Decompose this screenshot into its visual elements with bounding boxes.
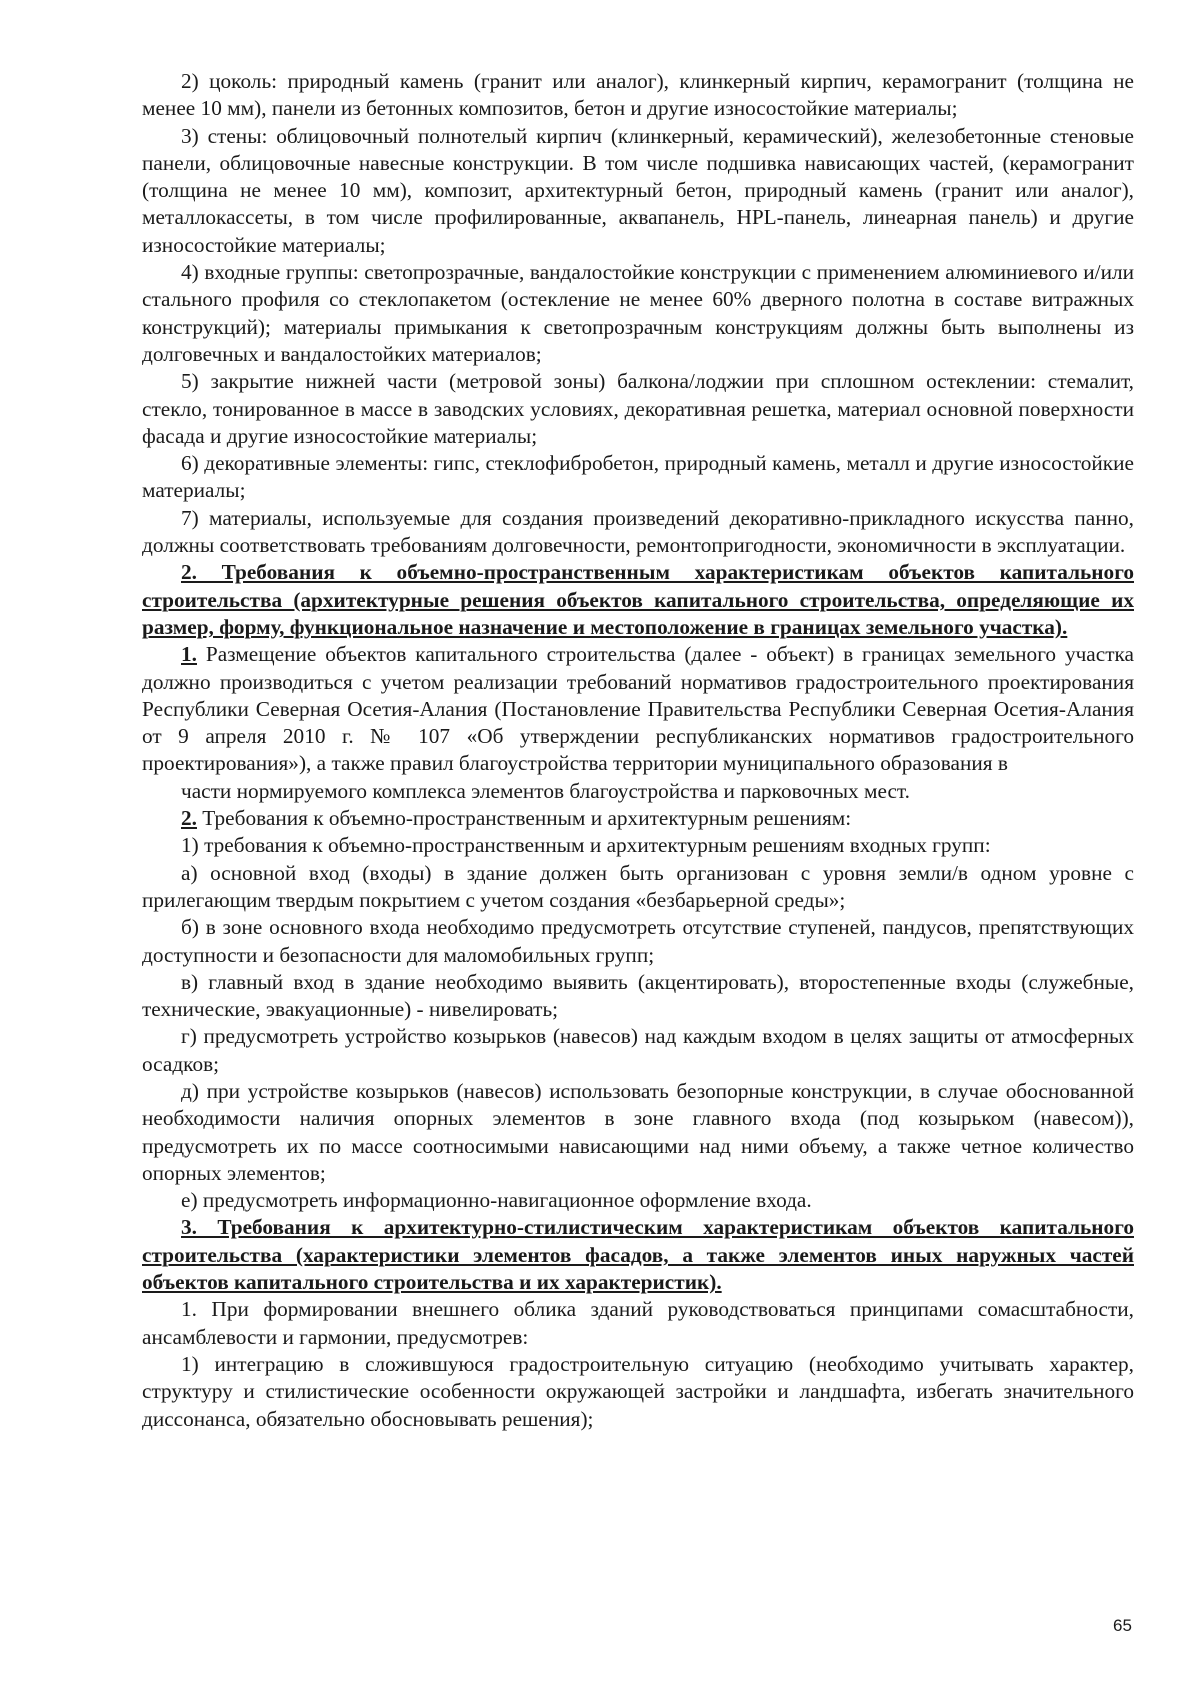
paragraph-text: Размещение объектов капитального строительства (далее - объект) в границах земельного участка должно производиться с учетом реализации требований нормативов градостроительного проектирования Республики Северная Осетия-Алания (Постановление Правительства Республики Северная Осетия-Алания от 9 апреля 2010 г. № 107 «Об утверждении республиканских нормативов градостроительного проектирования»), а также правил благоустройства территории муниципального образования в bbox=[142, 642, 1134, 776]
paragraph-entrance-group-requirements: 1) требования к объемно-пространственным и архитектурным решениям входных групп: bbox=[181, 833, 991, 858]
paragraph-entrance-groups: 4) входные группы: светопрозрачные, вандалостойкие конструкции с применением алюминиевого и/или стального профиля со стеклопакетом (остекление не менее 60% дверного полотна в составе витражных конструкций); материалы примыкания к светопрозрачным конструкциям должны быть выполнены из долговечных и вандалостойких материалов; bbox=[142, 260, 1134, 366]
list-item-e: е) предусмотреть информационно-навигационное оформление входа. bbox=[181, 1188, 812, 1213]
page-number: 65 bbox=[1113, 1616, 1132, 1635]
paragraph-text: Требования к объемно-пространственным и архитектурным решениям: bbox=[196, 806, 852, 831]
paragraph-wall-materials: 3) стены: облицовочный полнотелый кирпич (клинкерный, керамический), железобетонные стеновые панели, облицовочные навесные конструкции. В том числе подшивка нависающих частей, (керамогранит (толщина не менее 10 мм), композит, архитектурный бетон, природный камень (гранит или аналог), металлокассеты, в том числе профилированные, аквапанель, HPL-панель, линеарная панель) и другие износостойкие материалы; bbox=[142, 123, 1134, 257]
paragraph-balcony-closure: 5) закрытие нижней части (метровой зоны) балкона/лоджии при сплошном остеклении: стемалит, стекло, тонированное в массе в заводских условиях, декоративная решетка, материал основной поверхности фасада и другие износостойкие материалы; bbox=[142, 369, 1134, 448]
section-heading-2: 2. Требования к объемно-пространственным характеристикам объектов капитального строительства (архитектурные решения объектов капитального строительства, определяющие их размер, форму, функциональное назначение и местоположение в границах земельного участка). bbox=[142, 560, 1134, 639]
list-item-a: а) основной вход (входы) в здание должен быть организован с уровня земли/в одном уровне с прилегающим твердым покрытием с учетом создания «безбарьерной среды»; bbox=[142, 860, 1134, 912]
document-page bbox=[142, 68, 1134, 1433]
list-item-b: б) в зоне основного входа необходимо предусмотреть отсутствие ступеней, пандусов, препятствующих доступности и безопасности для маломобильных групп; bbox=[142, 915, 1134, 967]
section-heading-3: 3. Требования к архитектурно-стилистическим характеристикам объектов капитального строительства (характеристики элементов фасадов, а также элементов иных наружных частей объектов капитального строительства и их характеристик). bbox=[142, 1215, 1134, 1295]
item-number: 2. bbox=[181, 806, 197, 831]
paragraph-decorative-art-materials: 7) материалы, используемые для создания произведений декоративно-прикладного искусства панно, должны соответствовать требованиям долговечности, ремонтопригодности, экономичности в эксплуатации. bbox=[142, 505, 1134, 558]
paragraph-appearance-principles: 1. При формировании внешнего облика зданий руководствоваться принципами сомасштабности, ансамблевости и гармонии, предусмотрев: bbox=[142, 1297, 1134, 1349]
paragraph-integration: 1) интеграцию в сложившуюся градостроительную ситуацию (необходимо учитывать характер, структуру и стилистические особенности окружающей застройки и ландшафта, избегать значительного диссонанса, обязательно обосновывать решения); bbox=[142, 1351, 1134, 1431]
list-item-v: в) главный вход в здание необходимо выявить (акцентировать), второстепенные входы (служебные, технические, эвакуационные) - нивелировать; bbox=[142, 969, 1134, 1022]
list-item-g: г) предусмотреть устройство козырьков (навесов) над каждым входом в целях защиты от атмосферных осадков; bbox=[142, 1024, 1134, 1076]
item-number: 1. bbox=[181, 642, 197, 667]
paragraph-plinth-materials: 2) цоколь: природный камень (гранит или аналог), клинкерный кирпич, керамогранит (толщина не менее 10 мм), панели из бетонных композитов, бетон и другие износостойкие материалы; bbox=[142, 69, 1134, 121]
paragraph-decorative-elements: 6) декоративные элементы: гипс, стеклофибробетон, природный камень, металл и другие износостойкие материалы; bbox=[142, 451, 1134, 503]
paragraph-volume-requirements bbox=[142, 805, 1134, 832]
list-item-d: д) при устройстве козырьков (навесов) использовать безопорные конструкции, в случае обоснованной необходимости наличия опорных элементов в зоне главного входа (под козырьком (навесом)), предусмотреть их по массе соотносимыми нависающими над ними объему, а также четное количество опорных элементов; bbox=[142, 1078, 1134, 1185]
paragraph-placement bbox=[142, 641, 1134, 777]
paragraph-continuation: части нормируемого комплекса элементов благоустройства и парковочных мест. bbox=[181, 778, 910, 803]
